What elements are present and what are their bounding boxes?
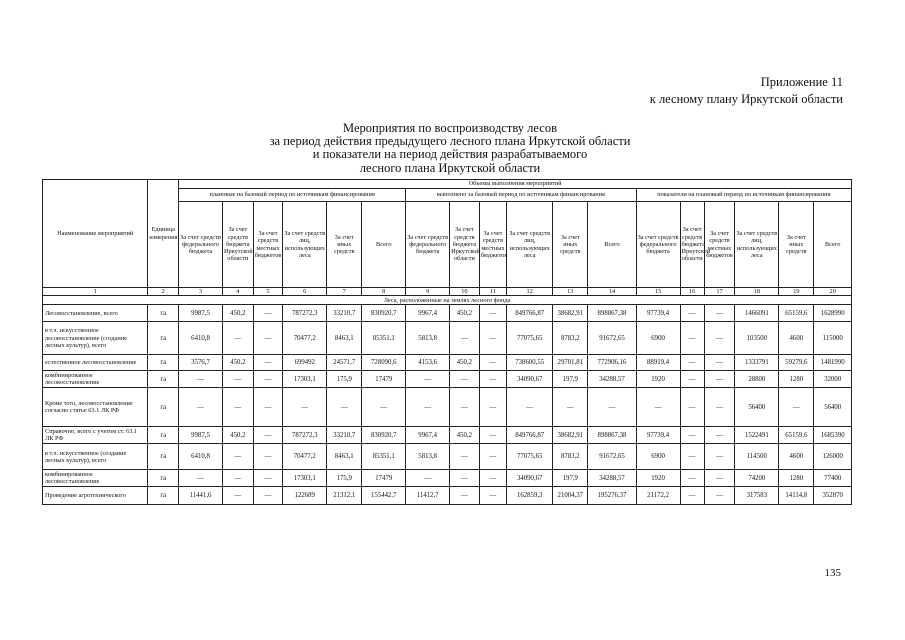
value-cell: 6900	[636, 444, 680, 470]
value-cell: 4153,6	[406, 355, 450, 371]
title-line-3: и показатели на период действия разрабатываемого	[312, 147, 588, 162]
column-number: 12	[507, 288, 553, 296]
column-number: 7	[327, 288, 362, 296]
value-cell: 122689	[283, 487, 327, 505]
header-planned-base: плановые на базовый период по источникам финансирования	[179, 189, 406, 202]
value-cell: 59279,6	[779, 355, 814, 371]
unit-cell: га	[148, 470, 179, 487]
value-cell: —	[479, 487, 506, 505]
value-cell: 1280	[779, 470, 814, 487]
value-cell: 28800	[735, 371, 779, 388]
value-cell: 17303,1	[283, 470, 327, 487]
value-cell: 1466091	[735, 305, 779, 322]
value-cell: —	[362, 388, 406, 427]
value-cell: 65159,6	[779, 305, 814, 322]
table-body	[43, 180, 852, 505]
value-cell: 85351,1	[362, 322, 406, 355]
document-title	[200, 122, 700, 175]
value-cell: 175,9	[327, 470, 362, 487]
header-done-base: выполнено за базовый период по источникам финансирования	[406, 189, 636, 202]
column-number: 18	[735, 288, 779, 296]
value-cell: 8463,1	[327, 444, 362, 470]
value-cell: 1522491	[735, 427, 779, 444]
value-cell: 450,2	[222, 355, 253, 371]
value-cell: 195276,37	[588, 487, 636, 505]
column-number: 14	[588, 288, 636, 296]
value-cell: 70477,2	[283, 444, 327, 470]
value-cell: 9987,5	[179, 305, 223, 322]
value-cell: —	[253, 487, 283, 505]
value-cell: —	[479, 355, 506, 371]
table-row	[43, 427, 852, 444]
column-number: 15	[636, 288, 680, 296]
value-cell: —	[450, 470, 480, 487]
value-cell: —	[479, 322, 506, 355]
column-number: 6	[283, 288, 327, 296]
appendix-line-2: к лесному плану Иркутской области	[649, 92, 843, 106]
header-source-3-1: За счет средств федерального бюджета	[636, 202, 680, 288]
value-cell: —	[680, 355, 704, 371]
value-cell: 8783,2	[553, 322, 588, 355]
value-cell: 197,9	[553, 470, 588, 487]
value-cell: 91672,65	[588, 322, 636, 355]
row-name: Лесовосстановление, всего	[43, 305, 148, 322]
value-cell: —	[450, 487, 480, 505]
value-cell: —	[450, 444, 480, 470]
value-cell: —	[253, 305, 283, 322]
row-name: естественное лесовосстановление	[43, 355, 148, 371]
value-cell: 830920,7	[362, 305, 406, 322]
value-cell: 103500	[735, 322, 779, 355]
header-source-1-6: Всего	[362, 202, 406, 288]
value-cell: 38682,91	[553, 427, 588, 444]
value-cell: 162859,3	[507, 487, 553, 505]
value-cell: 21004,37	[553, 487, 588, 505]
header-source-3-6: Всего	[814, 202, 852, 288]
header-source-2-3: За счет средств местных бюджетов	[479, 202, 506, 288]
table-row	[43, 371, 852, 388]
value-cell: —	[222, 388, 253, 427]
title-line-1: Мероприятия по воспроизводству лесов	[343, 121, 557, 135]
unit-cell: га	[148, 444, 179, 470]
row-name: в т.ч. искусственное (создание лесных культур), всего	[43, 444, 148, 470]
table-row	[43, 355, 852, 371]
value-cell: 4600	[779, 322, 814, 355]
header-source-1-5: За счет иных средств	[327, 202, 362, 288]
value-cell: —	[479, 371, 506, 388]
value-cell: 97739,4	[636, 305, 680, 322]
value-cell: 91672,65	[588, 444, 636, 470]
value-cell: 8463,1	[327, 322, 362, 355]
header-source-2-4: За счет средств лиц, использующих леса	[507, 202, 553, 288]
value-cell: —	[253, 427, 283, 444]
value-cell: —	[507, 388, 553, 427]
value-cell: 787272,3	[283, 305, 327, 322]
value-cell: 1333791	[735, 355, 779, 371]
value-cell: 175,9	[327, 371, 362, 388]
value-cell: 5813,8	[406, 322, 450, 355]
value-cell: —	[680, 388, 704, 427]
value-cell: 6410,8	[179, 322, 223, 355]
value-cell: —	[680, 427, 704, 444]
value-cell: —	[553, 388, 588, 427]
column-number-row	[43, 288, 852, 296]
value-cell: 1685390	[814, 427, 852, 444]
value-cell: 450,2	[450, 305, 480, 322]
value-cell: 24571,7	[327, 355, 362, 371]
value-cell: —	[406, 470, 450, 487]
value-cell: 8783,2	[553, 444, 588, 470]
value-cell: —	[680, 322, 704, 355]
value-cell: 17303,1	[283, 371, 327, 388]
column-number: 4	[222, 288, 253, 296]
column-number: 17	[704, 288, 735, 296]
header-unit: Единица измерения	[148, 180, 179, 288]
value-cell: —	[704, 388, 735, 427]
value-cell: 9987,5	[179, 427, 223, 444]
value-cell: 77075,65	[507, 322, 553, 355]
value-cell: —	[704, 444, 735, 470]
value-cell: —	[253, 470, 283, 487]
column-number: 10	[450, 288, 480, 296]
value-cell: 450,2	[450, 355, 480, 371]
appendix-line-1: Приложение 11	[760, 75, 843, 89]
column-number: 20	[814, 288, 852, 296]
value-cell: —	[479, 444, 506, 470]
value-cell: 9967,4	[406, 305, 450, 322]
value-cell: 197,9	[553, 371, 588, 388]
table-row	[43, 470, 852, 487]
value-cell: —	[588, 388, 636, 427]
unit-cell: га	[148, 305, 179, 322]
value-cell: —	[680, 305, 704, 322]
value-cell: 38682,91	[553, 305, 588, 322]
value-cell: —	[253, 371, 283, 388]
header-planned-period: показатели на плановый период по источникам финансирования	[636, 189, 851, 202]
value-cell: —	[704, 322, 735, 355]
value-cell: 5813,8	[406, 444, 450, 470]
value-cell: —	[704, 427, 735, 444]
value-cell: —	[327, 388, 362, 427]
header-source-2-2: За счет средств бюджета Иркутской области	[450, 202, 480, 288]
value-cell: —	[450, 322, 480, 355]
header-source-3-3: За счет средств местных бюджетов	[704, 202, 735, 288]
value-cell: 65159,6	[779, 427, 814, 444]
value-cell: —	[222, 371, 253, 388]
value-cell: 77400	[814, 470, 852, 487]
column-number: 13	[553, 288, 588, 296]
header-source-1-4: За счет средств лиц, использующих леса	[283, 202, 327, 288]
value-cell: —	[253, 322, 283, 355]
column-number: 3	[179, 288, 223, 296]
value-cell: 1481990	[814, 355, 852, 371]
value-cell: 6410,8	[179, 444, 223, 470]
value-cell: 17479	[362, 470, 406, 487]
value-cell: 34090,67	[507, 371, 553, 388]
value-cell: 1628990	[814, 305, 852, 322]
value-cell: 1280	[779, 371, 814, 388]
title-line-4: лесного плана Иркутской области	[359, 160, 541, 175]
column-number: 16	[680, 288, 704, 296]
header-source-2-6: Всего	[588, 202, 636, 288]
value-cell: 126000	[814, 444, 852, 470]
table-row	[43, 444, 852, 470]
value-cell: —	[253, 444, 283, 470]
value-cell: —	[222, 444, 253, 470]
unit-cell: га	[148, 388, 179, 427]
row-name: Кроме того, лесовосстановление согласно статье 63.1 ЛК РФ	[43, 388, 148, 427]
value-cell: 11441,6	[179, 487, 223, 505]
value-cell: —	[680, 470, 704, 487]
title-line-2: за период действия предыдущего лесного плана Иркутской области	[269, 134, 631, 149]
unit-cell: га	[148, 355, 179, 371]
row-name: комбинированное лесовосстановление	[43, 371, 148, 388]
value-cell: 3576,7	[179, 355, 223, 371]
value-cell: 9967,4	[406, 427, 450, 444]
column-number: 9	[406, 288, 450, 296]
value-cell: —	[680, 444, 704, 470]
value-cell: —	[779, 388, 814, 427]
unit-cell: га	[148, 371, 179, 388]
value-cell: 85351,1	[362, 444, 406, 470]
value-cell: —	[479, 388, 506, 427]
value-cell: 29701,81	[553, 355, 588, 371]
table-row	[43, 322, 852, 355]
value-cell: 114500	[735, 444, 779, 470]
value-cell: 849766,87	[507, 305, 553, 322]
value-cell: 772906,16	[588, 355, 636, 371]
value-cell: 898867,38	[588, 427, 636, 444]
value-cell: —	[636, 388, 680, 427]
value-cell: 21172,2	[636, 487, 680, 505]
table-row	[43, 388, 852, 427]
value-cell: 17479	[362, 371, 406, 388]
unit-cell: га	[148, 487, 179, 505]
column-number: 2	[148, 288, 179, 296]
value-cell: 34288,57	[588, 470, 636, 487]
value-cell: 849766,87	[507, 427, 553, 444]
header-source-3-5: За счет иных средств	[779, 202, 814, 288]
value-cell: —	[450, 371, 480, 388]
value-cell: 699492	[283, 355, 327, 371]
value-cell: 56400	[735, 388, 779, 427]
value-cell: —	[179, 371, 223, 388]
value-cell: —	[704, 355, 735, 371]
table-row	[43, 487, 852, 505]
row-name: комбинированное лесовосстановление	[43, 470, 148, 487]
column-number: 5	[253, 288, 283, 296]
header-name: Наименование мероприятий	[43, 180, 148, 288]
value-cell: —	[479, 470, 506, 487]
value-cell: —	[406, 388, 450, 427]
value-cell: —	[222, 470, 253, 487]
value-cell: —	[179, 470, 223, 487]
value-cell: —	[704, 371, 735, 388]
value-cell: —	[450, 388, 480, 427]
header-source-3-2: За счет средств бюджета Иркутской области	[680, 202, 704, 288]
value-cell: 77075,65	[507, 444, 553, 470]
value-cell: —	[222, 322, 253, 355]
header-source-2-5: За счет иных средств	[553, 202, 588, 288]
value-cell: 450,2	[222, 427, 253, 444]
value-cell: 450,2	[222, 305, 253, 322]
row-name: в т.ч. искусственное лесовосстановление (создание лесных культур), всего	[43, 322, 148, 355]
column-number: 1	[43, 288, 148, 296]
value-cell: 738600,55	[507, 355, 553, 371]
column-number: 19	[779, 288, 814, 296]
value-cell: 33210,7	[327, 305, 362, 322]
value-cell: 88919,4	[636, 355, 680, 371]
value-cell: 787272,3	[283, 427, 327, 444]
value-cell: 317583	[735, 487, 779, 505]
page-number: 135	[824, 567, 841, 579]
value-cell: 33210,7	[327, 427, 362, 444]
value-cell: —	[179, 388, 223, 427]
value-cell: 32000	[814, 371, 852, 388]
reforestation-table	[42, 179, 852, 505]
value-cell: 352870	[814, 487, 852, 505]
value-cell: 450,2	[450, 427, 480, 444]
value-cell: 11412,7	[406, 487, 450, 505]
appendix-caption	[543, 74, 843, 108]
row-name: Проведение агротехнического	[43, 487, 148, 505]
value-cell: 14114,8	[779, 487, 814, 505]
value-cell: —	[680, 487, 704, 505]
value-cell: —	[253, 388, 283, 427]
header-source-1-1: За счет средств федерального бюджета	[179, 202, 223, 288]
value-cell: 115000	[814, 322, 852, 355]
header-source-1-2: За счет средств бюджета Иркутской области	[222, 202, 253, 288]
value-cell: —	[283, 388, 327, 427]
value-cell: —	[704, 487, 735, 505]
section-label: Леса, расположенные на землях лесного фонда	[43, 296, 852, 305]
value-cell: 728090,6	[362, 355, 406, 371]
value-cell: 155442,7	[362, 487, 406, 505]
value-cell: 74200	[735, 470, 779, 487]
value-cell: 34288,57	[588, 371, 636, 388]
value-cell: —	[479, 427, 506, 444]
value-cell: 21312,1	[327, 487, 362, 505]
value-cell: 4600	[779, 444, 814, 470]
section-row	[43, 296, 852, 305]
value-cell: 1920	[636, 470, 680, 487]
header-source-2-1: За счет средств федерального бюджета	[406, 202, 450, 288]
value-cell: —	[253, 355, 283, 371]
header-source-3-4: За счет средств лиц, использующих леса	[735, 202, 779, 288]
value-cell: 898867,38	[588, 305, 636, 322]
unit-cell: га	[148, 322, 179, 355]
value-cell: —	[680, 371, 704, 388]
unit-cell: га	[148, 427, 179, 444]
value-cell: 34090,67	[507, 470, 553, 487]
header-row-1	[43, 180, 852, 189]
value-cell: 1920	[636, 371, 680, 388]
value-cell: —	[704, 470, 735, 487]
value-cell: 97739,4	[636, 427, 680, 444]
value-cell: 56400	[814, 388, 852, 427]
value-cell: —	[406, 371, 450, 388]
value-cell: —	[704, 305, 735, 322]
column-number: 8	[362, 288, 406, 296]
value-cell: —	[222, 487, 253, 505]
value-cell: 6900	[636, 322, 680, 355]
value-cell: 830920,7	[362, 427, 406, 444]
value-cell: —	[479, 305, 506, 322]
header-volumes: Объемы выполнения мероприятий	[179, 180, 852, 189]
value-cell: 70477,2	[283, 322, 327, 355]
column-number: 11	[479, 288, 506, 296]
table-row	[43, 305, 852, 322]
header-source-1-3: За счет средств местных бюджетов	[253, 202, 283, 288]
row-name: Справочно, всего с учетом ст. 63.1 ЛК РФ	[43, 427, 148, 444]
